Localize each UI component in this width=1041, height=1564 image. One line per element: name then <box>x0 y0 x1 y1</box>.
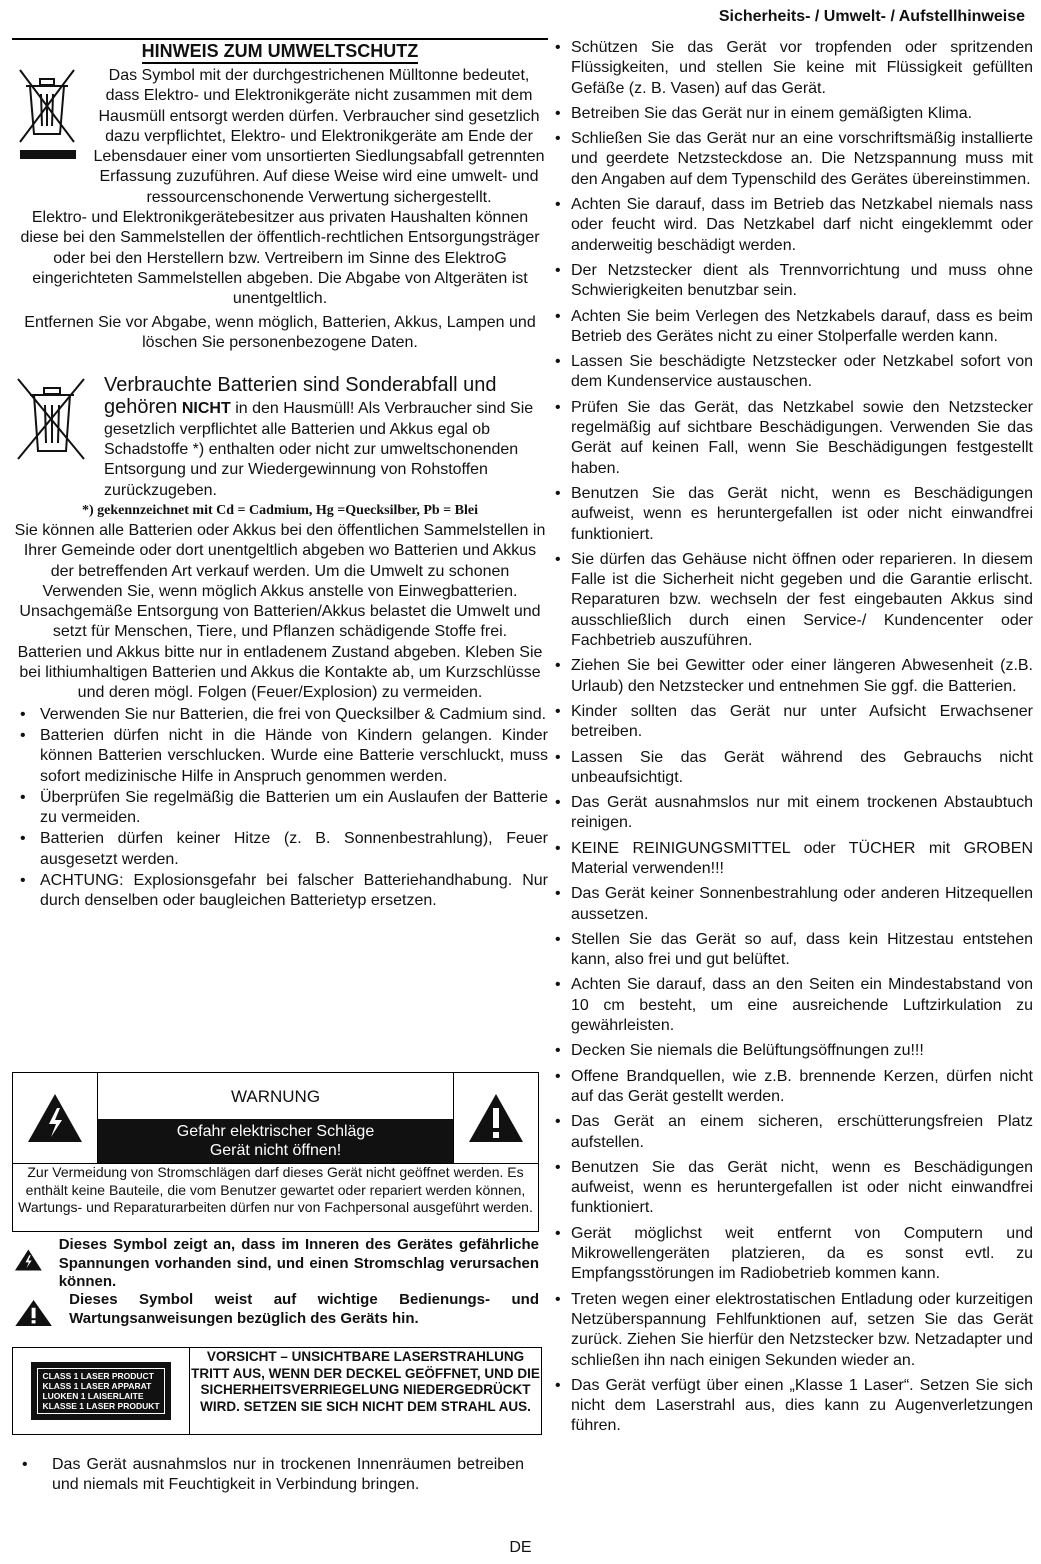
umwelt-paragraph-1: Das Symbol mit der durchgestrichenen Mülltonne bedeutet, dass Elektro- und Elektronikgeräte nicht zusammen mit dem Hausmüll entsorgt werden dürfen. Verbraucher sind gesetzlich dazu verpflichtet, Elektro- und Elektronikgeräte am Ende der Lebensdauer einer vom unsortierten Siedlungsabfall getrennten Erfassung zuzuführen. Auf diese Weise wird eine umwelt- und ressourcenschonende Verwertung sichergestellt. <box>93 67 545 206</box>
laser-class-label: CLASS 1 LASER PRODUCT KLASS 1 LASER APPARAT LUOKEN 1 LAISERLAITE KLASSE 1 LASER PRODUKT <box>13 1348 190 1434</box>
battery-paragraph-1: Sie können alle Batterien oder Akkus bei den öffentlichen Sammelstellen in Ihrer Gemeinde oder dort unentgeltlich abgeben wo Batterien und Akkus der betreffenden Art verkauf werden. Um die Umwelt zu schonen Verwenden Sie, wenn möglich Akkus anstelle von Einwegbatterien. <box>14 521 546 600</box>
battery-paragraph-3: Batterien und Akkus bitte nur in entladenem Zustand abgeben. Kleben Sie bei lithiumhaltigen Batterien und Akkus die Kontakte ab, um Kurzschlüsse und deren mögl. Folgen (Feuer/Explosion) zu vermeiden. <box>17 643 543 702</box>
warning-banner: Gefahr elektrischer Schläge Gerät nicht öffnen! <box>98 1119 453 1163</box>
symbol-row-voltage <box>14 1236 539 1292</box>
list-item: • Das Gerät ausnahmslos nur in trockenen Innenräumen betreiben und niemals mit Feuchtigkeit in Verbindung bringen. <box>14 1455 524 1496</box>
list-item: • Schützen Sie das Gerät vor tropfenden oder spritzenden Flüssigkeiten, und stellen Sie keine mit Flüssigkeit gefüllten Gefäße (z. B. Vasen) auf das Gerät. <box>553 38 1033 99</box>
list-item: • ACHTUNG: Explosionsgefahr bei falscher Batteriehandhabung. Nur durch denselben oder baugleichen Batterietyp ersetzen. <box>12 871 548 912</box>
page-footer-language: DE <box>509 1539 532 1556</box>
list-item: • Achten Sie darauf, dass an den Seiten ein Mindestabstand von 10 cm besteht, um eine ausreichende Luftzirkulation zu gewährleisten. <box>553 975 1033 1036</box>
list-item: • Lassen Sie das Gerät während des Gebrauchs nicht unbeaufsichtigt. <box>553 748 1033 789</box>
list-item: • Der Netzstecker dient als Trennvorrichtung und muss ohne Schwierigkeiten benutzbar sein. <box>553 261 1033 302</box>
exclamation-triangle-icon <box>14 1291 53 1335</box>
list-item: • Schließen Sie das Gerät nur an eine vorschriftsmäßig installierte und geerdete Netzsteckdose an. Die Netzspannung muss mit den Angaben auf dem Typenschild des Gerätes übereinstimmen. <box>553 129 1033 190</box>
list-item: • Das Gerät verfügt über einen „Klasse 1 Laser“. Setzen Sie sich nicht dem Laserstrahl aus, dies kann zu Augenverletzungen führen. <box>553 1376 1033 1437</box>
list-item: • Kinder sollten das Gerät nur unter Aufsicht Erwachsener betreiben. <box>553 702 1033 743</box>
warning-text: Zur Vermeidung von Stromschlägen darf dieses Gerät nicht geöffnet werden. Es enthält keine Bauteile, die vom Benutzer gewartet oder repariert werden können, Wartungs- und Reparaturarbeiten dürfen nur von Fachpersonal ausgeführt werden. <box>13 1163 538 1217</box>
list-item: • Das Gerät keiner Sonnenbestrahlung oder anderen Hitzequellen aussetzen. <box>553 884 1033 925</box>
lightning-triangle-icon <box>14 1236 43 1284</box>
left-column <box>12 38 548 913</box>
symbol-row-info <box>14 1291 539 1335</box>
list-item: • Gerät möglichst weit entfernt von Computern und Mikrowellengeräten platzieren, da es sonst evtl. zu Empfangsstörungen im Radiobetrieb kommen kann. <box>553 1224 1033 1285</box>
list-item: • Ziehen Sie bei Gewitter oder einer längeren Abwesenheit (z.B. Urlaub) den Netzstecker und entnehmen Sie ggf. die Batterien. <box>553 656 1033 697</box>
symbol-voltage-text: Dieses Symbol zeigt an, dass im Inneren des Gerätes gefährliche Spannungen vorhanden sind, und einen Stromschlag verursachen können. <box>58 1236 539 1290</box>
battery-bin-icon <box>12 375 98 501</box>
list-item: • Decken Sie niemals die Belüftungsöffnungen zu!!! <box>553 1041 1033 1061</box>
list-item: • Stellen Sie das Gerät so auf, dass kein Hitzestau entstehen kann, also frei und gut belüftet. <box>553 930 1033 971</box>
list-item: • Das Gerät ausnahmslos nur mit einem trockenen Abstaubtuch reinigen. <box>553 793 1033 834</box>
list-item: • Betreiben Sie das Gerät nur in einem gemäßigten Klima. <box>553 104 1033 124</box>
list-item: • Batterien dürfen nicht in die Hände von Kindern gelangen. Kinder können Batterien verschlucken. Wurde eine Batterie verschluckt, muss sofort medizinische Hilfe in Anspruch genommen werden. <box>12 726 548 787</box>
list-item: • Verwenden Sie nur Batterien, die frei von Quecksilber & Cadmium sind. <box>12 705 548 725</box>
list-item: • Das Gerät an einem sicheren, erschütterungsfreien Platz aufstellen. <box>553 1112 1033 1153</box>
list-item: • Prüfen Sie das Gerät, das Netzkabel sowie den Netzstecker regelmäßig auf sichtbare Beschädigungen. Verwenden Sie das Gerät auf keinen Fall, wenn Sie Beschädigungen festgestellt haben. <box>553 398 1033 479</box>
list-item: • Achten Sie darauf, dass im Betrieb das Netzkabel niemals nass oder feucht wird. Das Netzkabel darf nicht eingeklemmt oder anderweitig beschädigt werden. <box>553 195 1033 256</box>
battery-footnote: *) gekennzeichnet mit Cd = Cadmium, Hg =Quecksilber, Pb = Blei <box>82 502 478 518</box>
laser-warning-text: VORSICHT – UNSICHTBARE LASERSTRAHLUNG TRITT AUS, WENN DER DECKEL GEÖFFNET, UND DIE SICHERHEITSVERRIEGELUNG NIEDERGEDRÜCKT WIRD. SETZEN SIE SICH NICHT DEM STRAHL AUS. <box>191 1349 540 1414</box>
umwelt-paragraph-3: Entfernen Sie vor Abgabe, wenn möglich, Batterien, Akkus, Lampen und löschen Sie personenbezogene Daten. <box>24 313 536 351</box>
exclamation-warning-icon <box>454 1073 538 1163</box>
warning-title: WARNUNG <box>230 1087 321 1106</box>
battery-paragraph-2: Unsachgemäße Entsorgung von Batterien/Akkus belastet die Umwelt und setzt für Menschen, Tiere, und Pflanzen schädigende Stoffe frei. <box>19 603 541 641</box>
list-item: • Überprüfen Sie regelmäßig die Batterien um ein Auslaufen der Batterie zu vermeiden. <box>12 788 548 829</box>
laser-warning-box <box>12 1347 542 1435</box>
crossed-bin-icon <box>12 66 98 208</box>
lightning-warning-icon <box>13 1073 97 1163</box>
list-item: • Benutzen Sie das Gerät nicht, wenn es Beschädigungen aufweist, wenn es heruntergefallen ist oder nicht einwandfrei funktioniert. <box>553 484 1033 545</box>
battery-list <box>12 705 548 912</box>
umwelt-paragraph-2: Elektro- und Elektronikgerätebesitzer aus privaten Haushalten können diese bei den Sammelstellen der öffentlich-rechtlichen Entsorgungsträger oder bei den Herstellern bzw. Vertreibern im Sinne des ElektroG eingerichteten Sammelstellen abgeben. Die Abgabe von Altgeräten ist unentgeltlich. <box>20 209 540 308</box>
list-item: • KEINE REINIGUNGSMITTEL oder TÜCHER mit GROBEN Material verwenden!!! <box>553 839 1033 880</box>
right-column <box>553 38 1033 1442</box>
bottom-left-note <box>14 1455 524 1501</box>
list-item: • Batterien dürfen keiner Hitze (z. B. Sonnenbestrahlung), Feuer ausgesetzt werden. <box>12 829 548 870</box>
list-item: • Benutzen Sie das Gerät nicht, wenn es Beschädigungen aufweist, wenn es heruntergefallen ist oder nicht einwandfrei funktioniert. <box>553 1158 1033 1219</box>
list-item: • Sie dürfen das Gehäuse nicht öffnen oder reparieren. In diesem Falle ist die Sicherheit nicht gegeben und die Garantie erlischt. Reparaturen bzw. wechseln der fest eingebauten Akkus sind ausschließlich durch einen Service-/ Kundencenter oder Fachbetrieb auszuführen. <box>553 550 1033 651</box>
battery-intro: Verbrauchte Batterien sind Sonderabfall und gehören NICHT in den Hausmüll! Als Verbraucher sind Sie gesetzlich verpflichtet alle Batterien und Akkus egal ob Schadstoffe *) enthalten oder nicht zur umweltschonenden Entsorgung und zur Wiedergewinnung von Rohstoffen zurückzugeben. <box>104 374 534 499</box>
page-header: Sicherheits- / Umwelt- / Aufstellhinweise <box>718 8 1025 25</box>
list-item: • Offene Brandquellen, wie z.B. brennende Kerzen, dürfen nicht auf das Gerät gestellt werden. <box>553 1067 1033 1108</box>
symbol-info-text: Dieses Symbol weist auf wichtige Bedienungs- und Wartungsanweisungen bezüglich des Geräts hin. <box>69 1291 539 1327</box>
list-item: • Lassen Sie beschädigte Netzstecker oder Netzkabel sofort von dem Kundenservice austauschen. <box>553 352 1033 393</box>
warning-box <box>12 1072 539 1232</box>
safety-list <box>553 38 1033 1437</box>
list-item: • Treten wegen einer elektrostatischen Entladung oder kurzeitigen Netzüberspannung Fehlfunktionen auf, setzen Sie das Gerät zurück. Ziehen Sie hierfür den Netzstecker bzw. Netzadapter und schließen ihn nach einigen Sekunden wieder an. <box>553 1290 1033 1371</box>
list-item: • Achten Sie beim Verlegen des Netzkabels darauf, dass es beim Betrieb des Gerätes nicht zu einer Stolperfalle werden kann. <box>553 307 1033 348</box>
section-title-umwelt: HINWEIS ZUM UMWELTSCHUTZ <box>12 38 548 64</box>
